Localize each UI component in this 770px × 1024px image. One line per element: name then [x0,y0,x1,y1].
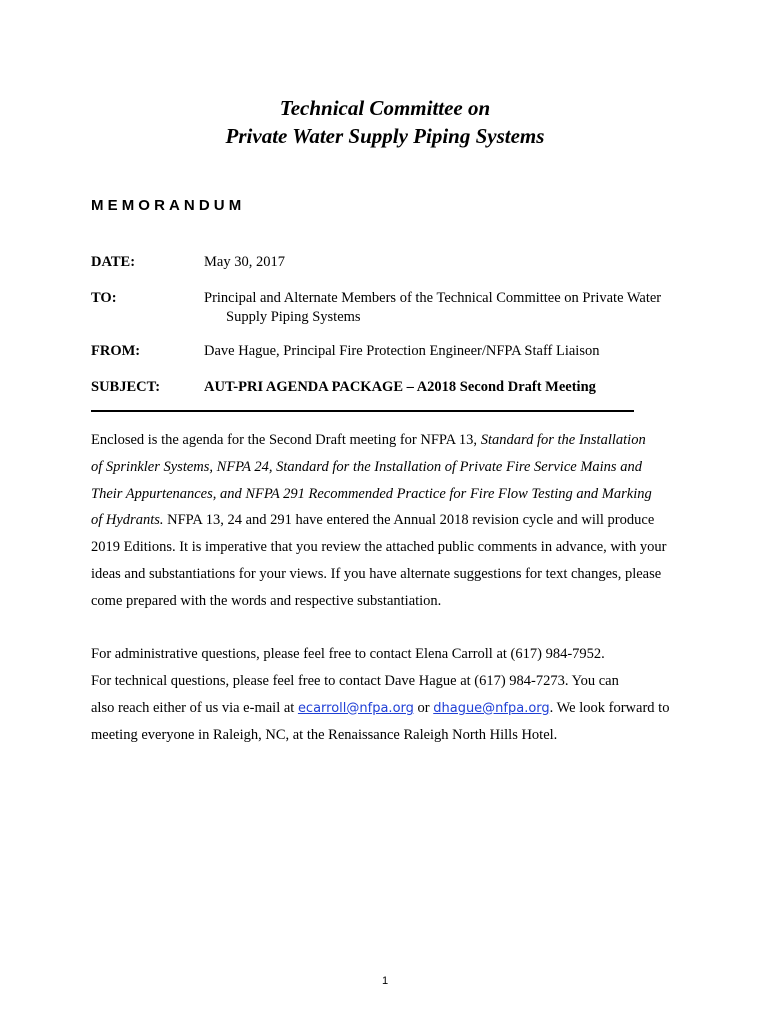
body-line-7: come prepared with the words and respective substantiation. [91,592,442,609]
body-line-4 [91,507,691,534]
title-line-1: Technical Committee on [279,96,491,120]
from-label: FROM: [91,343,141,359]
page-number: 1 [381,975,389,987]
document-title [0,94,770,150]
body-line-4-text: NFPA 13, 24 and 291 have entered the Annual 2018 revision cycle and will produce [163,512,655,529]
to-value [204,289,701,327]
body-line-1-text: Enclosed is the agenda for the Second Draft meeting for NFPA 13, [91,432,481,448]
to-label: TO: [91,290,117,306]
body-line-5: 2019 Editions. It is imperative that you review the attached public comments in advance, with your [91,539,667,556]
contact-line-3-text: also reach either of us via e-mail at [91,699,298,716]
to-value-line-1: Principal and Alternate Members of the Technical Committee on Private Water [204,290,662,306]
date-value: May 30, 2017 [204,254,285,270]
body-line-4-italic: of Hydrants. [91,512,164,529]
body-line-2: of Sprinkler Systems, NFPA 24, Standard for the Installation of Private Fire Service Mains and [91,458,642,475]
contact-line-4: meeting everyone in Raleigh, NC, at the Renaissance Raleigh North Hills Hotel. [91,727,558,744]
contact-line-3-end: . We look forward to [549,699,670,716]
memorandum-heading: MEMORANDUM [91,197,246,214]
contact-line-3 [91,695,691,723]
subject-value: AUT-PRI AGENDA PACKAGE – A2018 Second Draft Meeting [204,379,596,395]
email-link-dhague[interactable]: dhague@nfpa.org [433,700,550,716]
date-label: DATE: [91,254,136,270]
contact-paragraph [91,641,691,749]
body-line-6: ideas and substantiations for your views. If you have alternate suggestions for text changes, please [91,565,662,582]
to-value-line-2: Supply Piping Systems [226,309,361,325]
contact-line-2: For technical questions, please feel free to contact Dave Hague at (617) 984-7273. You can [91,672,619,689]
title-line-2: Private Water Supply Piping Systems [225,124,545,148]
contact-line-1: For administrative questions, please feel free to contact Elena Carroll at (617) 984-7952. [91,646,605,662]
agenda-paragraph [91,427,691,615]
body-line-1-italic: Standard for the Installation [480,432,646,448]
body-line-3: Their Appurtenances, and NFPA 291 Recommended Practice for Fire Flow Testing and Marking [91,485,652,502]
from-value: Dave Hague, Principal Fire Protection Engineer/NFPA Staff Liaison [204,343,600,359]
contact-or-text: or [413,699,434,716]
subject-label: SUBJECT: [91,379,161,395]
body-line-1 [91,427,691,454]
header-divider [91,410,634,412]
email-link-ecarroll[interactable]: ecarroll@nfpa.org [297,700,414,716]
